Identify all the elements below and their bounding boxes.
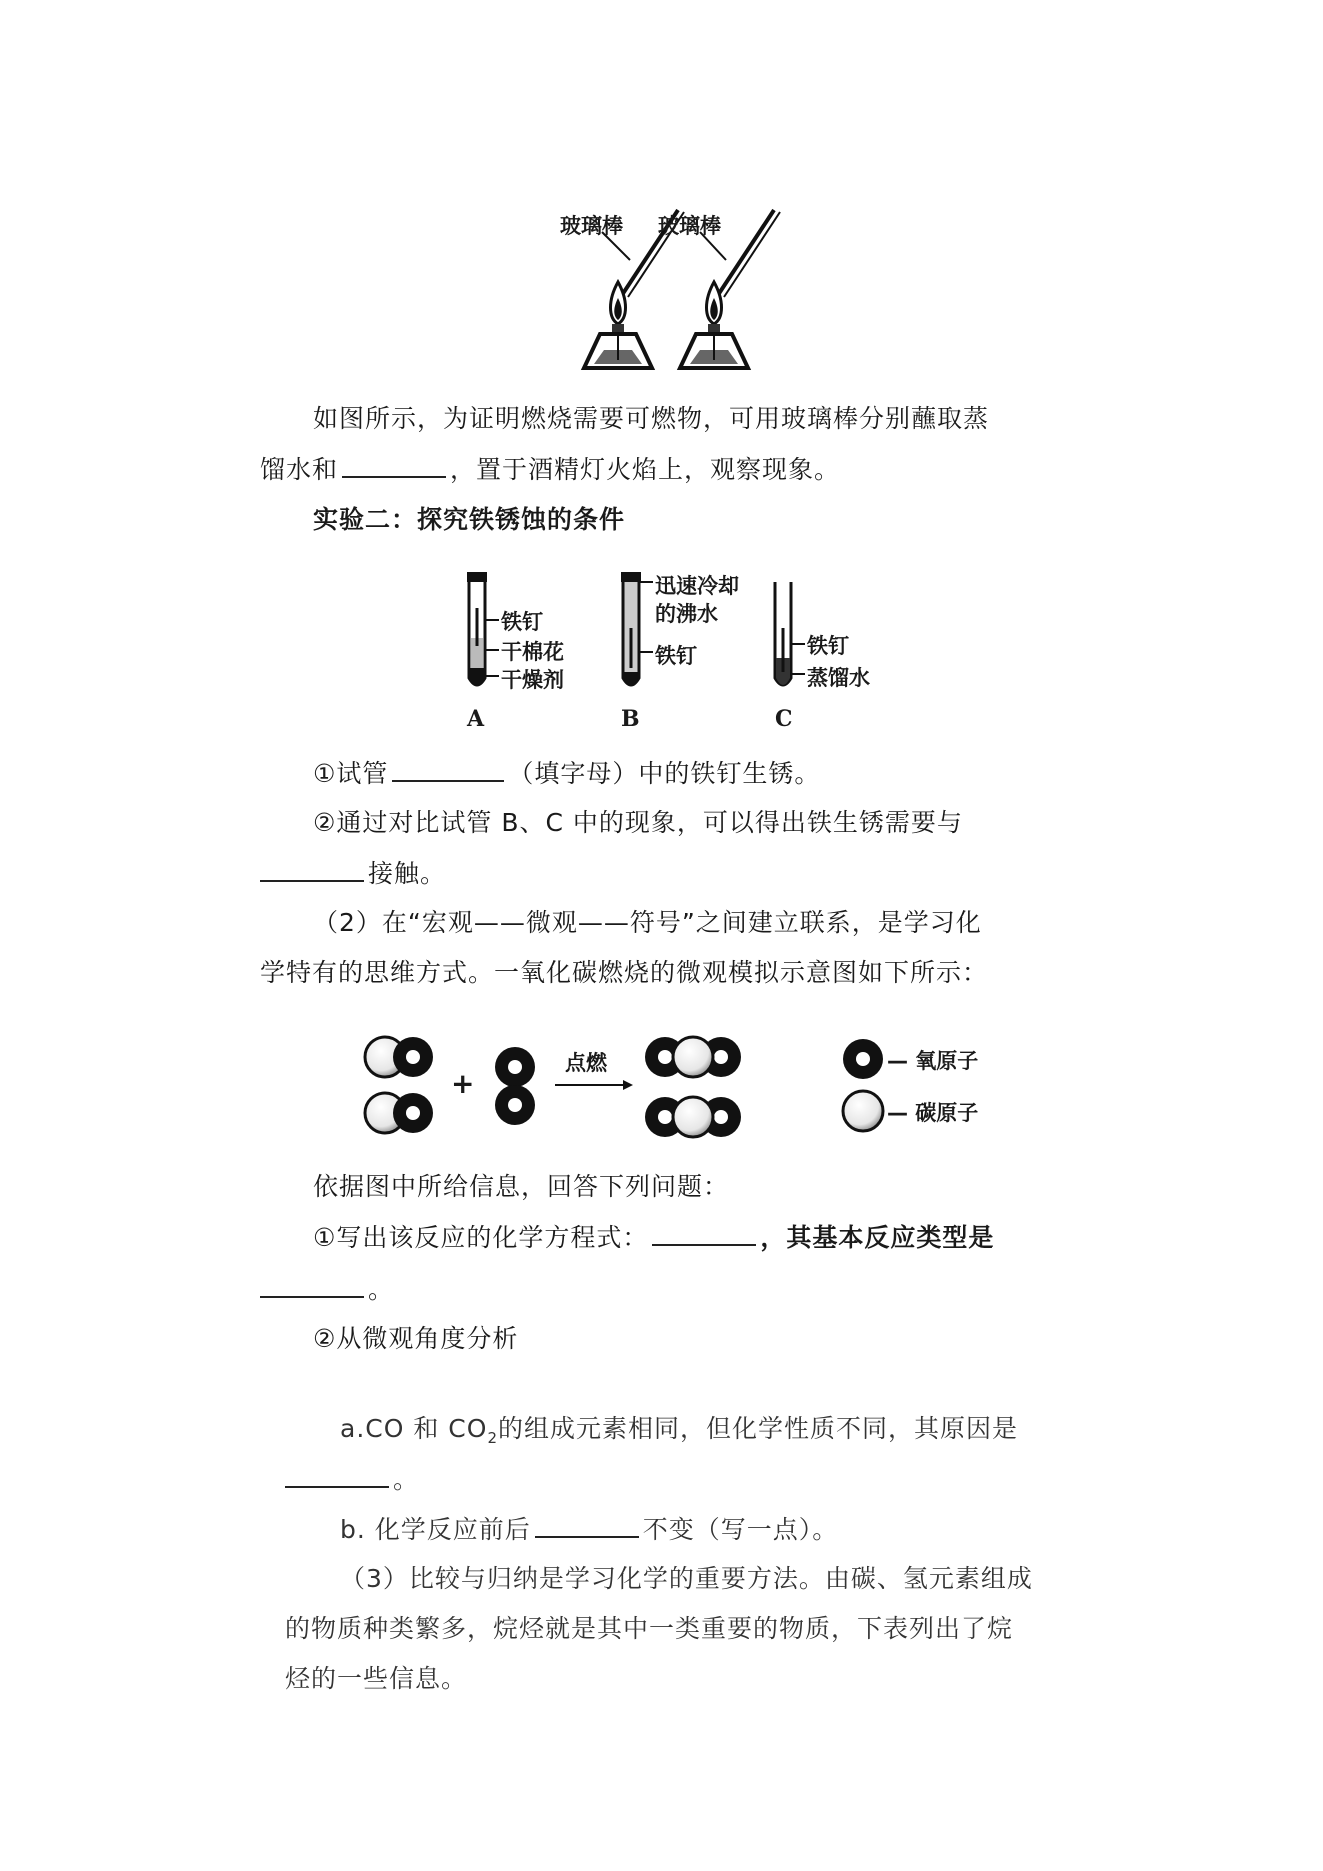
paragraph-line: 如图所示，为证明燃烧需要可燃物，可用玻璃棒分别蘸取蒸 [313,404,990,433]
legend-carbon-label: — 碳原子 [887,1101,979,1125]
question-line [340,1512,838,1547]
section-heading: 实验二：探究铁锈蚀的条件 [313,505,626,534]
answer-blank[interactable] [285,1462,389,1488]
paragraph-line: 学特有的思维方式。一氧化碳燃烧的微观模拟示意图如下所示： [260,958,989,987]
paragraph-line: 烃的一些信息。 [285,1664,468,1693]
glass-rod-label-left: 玻璃棒 [560,214,623,238]
text-segment: 。 [393,1465,420,1494]
paragraph-line: （3）比较与归纳是学习化学的重要方法。由碳、氢元素组成 [340,1564,1033,1593]
paragraph-line [260,452,840,487]
co2-molecule-1 [645,1037,741,1077]
question-line [313,756,820,791]
answer-blank[interactable] [392,756,504,782]
question-line: ②从微观角度分析 [313,1324,519,1353]
tube-caption-c: C [775,706,793,732]
tube-a-label-cotton: 干棉花 [501,640,564,664]
text-segment: ①写出该反应的化学方程式： [313,1223,649,1252]
question-line [313,1220,994,1255]
tube-b-label-nail: 铁钉 [655,644,697,668]
answer-blank[interactable] [260,1272,364,1298]
legend-oxygen-label: — 氧原子 [887,1049,979,1073]
co-molecule-2 [365,1093,433,1133]
tube-b-label-water1: 迅速冷却 [655,574,739,598]
question-line [260,856,446,891]
text-segment: 接触。 [368,859,447,888]
question-line [285,1462,419,1497]
tube-b-label-water2: 的沸水 [655,602,718,626]
test-tube-figure [455,568,905,738]
text-segment: 。 [368,1275,395,1304]
paragraph-line: （2）在“宏观——微观——符号”之间建立联系，是学习化 [313,908,982,937]
text-segment: ①试管 [313,759,389,788]
text-segment: a.CO 和 CO [340,1414,488,1443]
question-line: ②通过对比试管 B、C 中的现象，可以得出铁生锈需要与 [313,808,963,837]
text-segment: （填字母）中的铁钉生锈。 [508,759,821,788]
plus-sign: + [451,1067,475,1100]
tube-a-label-desiccant: 干燥剂 [501,668,564,692]
tube-a-label-nail: 铁钉 [501,610,543,634]
text-segment: 馏水和 [260,455,339,484]
o2-molecule [495,1047,535,1125]
tube-caption-b: B [621,706,640,732]
legend-carbon-atom [843,1091,883,1131]
tube-c-label-water: 蒸馏水 [807,666,870,690]
text-segment: ，置于酒精灯火焰上，观察现象。 [450,455,841,484]
answer-blank[interactable] [260,856,364,882]
answer-blank[interactable] [535,1512,639,1538]
reaction-model-figure [355,1025,995,1155]
text-segment: 的组成元素相同，但化学性质不同，其原因是 [497,1414,1018,1443]
paragraph-line: 依据图中所给信息，回答下列问题： [313,1172,730,1201]
arrow-label: 点燃 [565,1051,607,1075]
tube-caption-a: A [467,706,485,732]
answer-blank[interactable] [652,1220,756,1246]
answer-blank[interactable] [342,452,446,478]
subscript: 2 [487,1429,498,1447]
text-segment: b. 化学反应前后 [340,1515,531,1544]
co2-molecule-2 [645,1097,741,1137]
co-molecule-1 [365,1037,433,1077]
alcohol-lamp-figure [560,200,800,380]
text-segment: ，其基本反应类型是 [760,1223,995,1252]
question-line [260,1272,394,1307]
question-line [340,1412,1018,1455]
text-segment: 不变（写一点）。 [642,1515,839,1544]
paragraph-line: 的物质种类繁多，烷烃就是其中一类重要的物质，下表列出了烷 [285,1614,1014,1643]
glass-rod-label-right: 玻璃棒 [658,214,721,238]
tube-c-label-nail: 铁钉 [807,634,849,658]
